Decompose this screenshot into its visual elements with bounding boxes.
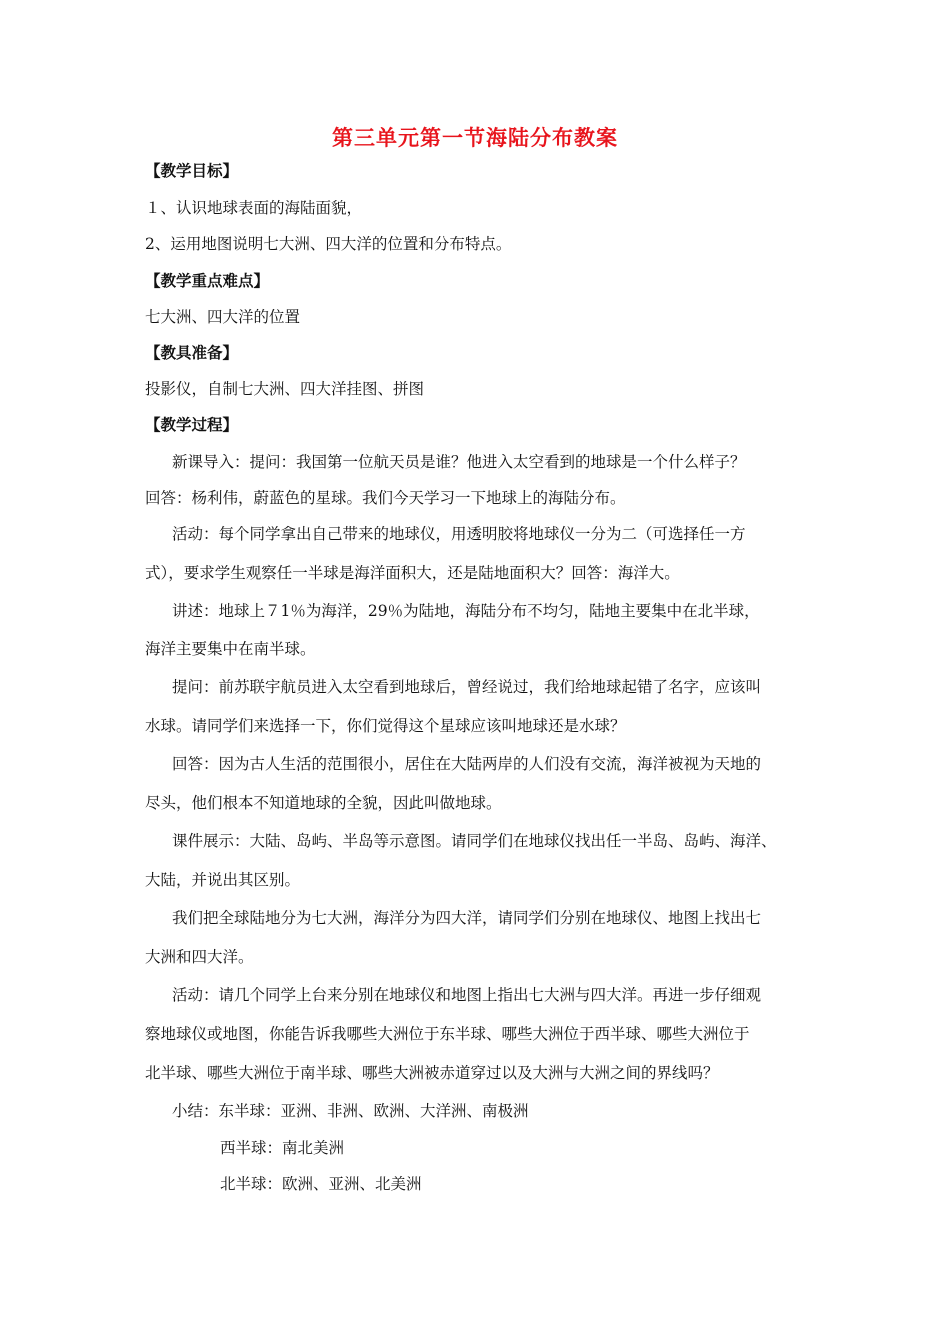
objectives-heading: 【教学目标】	[145, 161, 239, 180]
paragraph-line: 尽头，他们根本不知道地球的全貌，因此叫做地球。	[145, 794, 502, 812]
paragraph-line: 大洲和四大洋。	[145, 948, 254, 966]
paragraph-line: 活动：请几个同学上台来分别在地球仪和地图上指出七大洲与四大洋。再进一步仔细观	[172, 986, 762, 1004]
paragraph-line: 察地球仪或地图，你能告诉我哪些大洲位于东半球、哪些大洲位于西半球、哪些大洲位于	[145, 1025, 750, 1043]
paragraph-line: 回答：杨利伟，蔚蓝色的星球。我们今天学习一下地球上的海陆分布。	[145, 489, 626, 507]
materials-heading: 【教具准备】	[145, 343, 239, 362]
paragraph-line: 大陆，并说出其区别。	[145, 871, 301, 889]
paragraph-line: 海洋主要集中在南半球。	[145, 640, 316, 658]
paragraph-line: 回答：因为古人生活的范围很小，居住在大陆两岸的人们没有交流，海洋被视为天地的	[172, 755, 762, 773]
paragraph-line: 课件展示：大陆、岛屿、半岛等示意图。请同学们在地球仪找出任一半岛、岛屿、海洋、	[172, 832, 777, 850]
paragraph-line: 活动：每个同学拿出自己带来的地球仪，用透明胶将地球仪一分为二（可选择任一方	[172, 525, 746, 543]
objective-1: １、认识地球表面的海陆面貌，	[145, 199, 363, 217]
summary-line: 北半球：欧洲、亚洲、北美洲	[220, 1175, 422, 1193]
summary-line: 西半球：南北美洲	[220, 1139, 345, 1157]
process-heading: 【教学过程】	[145, 415, 239, 434]
paragraph-line: 式），要求学生观察任一半球是海洋面积大，还是陆地面积大？回答：海洋大。	[145, 564, 680, 582]
objective-2: 2、运用地图说明七大洲、四大洋的位置和分布特点。	[145, 235, 512, 253]
paragraph-line: 水球。请同学们来选择一下，你们觉得这个星球应该叫地球还是水球？	[145, 717, 626, 735]
paragraph-line: 讲述：地球上７1％为海洋，29％为陆地，海陆分布不均匀，陆地主要集中在北半球，	[172, 602, 760, 620]
key-points-heading: 【教学重点难点】	[145, 271, 270, 290]
document-title: 第三单元第一节海陆分布教案	[332, 125, 618, 150]
summary-line: 小结：东半球：亚洲、非洲、欧洲、大洋洲、南极洲	[172, 1102, 529, 1120]
paragraph-line: 我们把全球陆地分为七大洲，海洋分为四大洋，请同学们分别在地球仪、地图上找出七	[172, 909, 762, 927]
key-points-text: 七大洲、四大洋的位置	[145, 308, 301, 326]
paragraph-line: 新课导入：提问：我国第一位航天员是谁？他进入太空看到的地球是一个什么样子？	[172, 453, 746, 471]
materials-text: 投影仪，自制七大洲、四大洋挂图、拼图	[145, 380, 425, 398]
paragraph-line: 提问：前苏联宇航员进入太空看到地球后，曾经说过，我们给地球起错了名字，应该叫	[172, 678, 762, 696]
paragraph-line: 北半球、哪些大洲位于南半球、哪些大洲被赤道穿过以及大洲与大洲之间的界线吗？	[145, 1064, 719, 1082]
